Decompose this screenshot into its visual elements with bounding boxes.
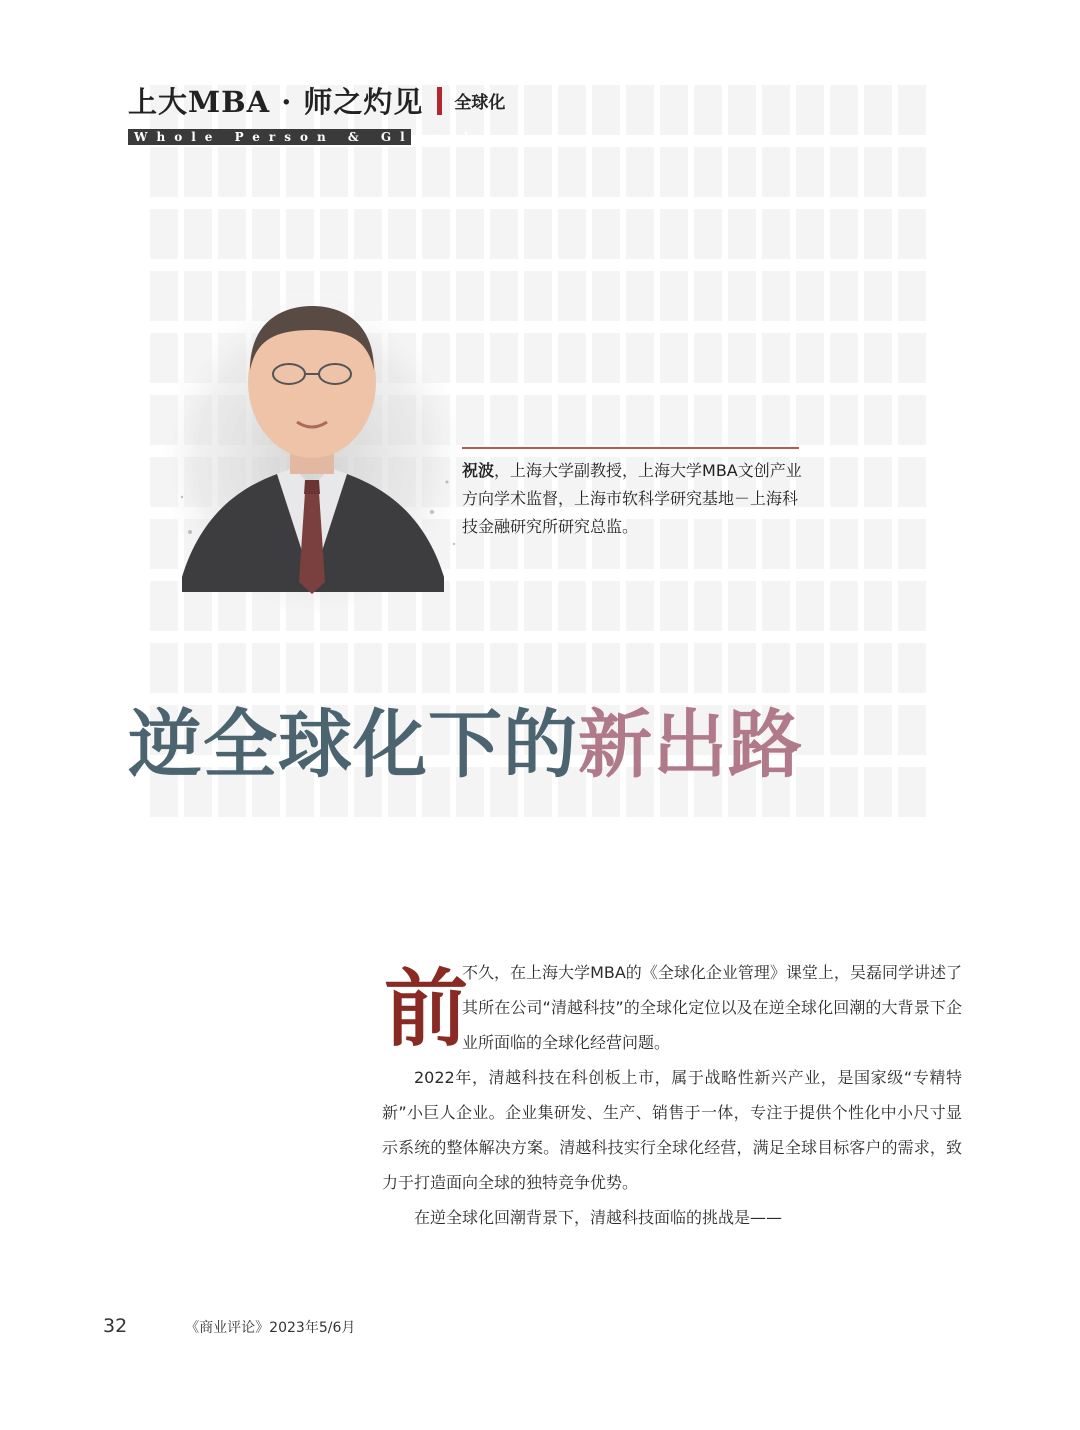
section-label: 全球化 — [454, 93, 506, 113]
article-body — [382, 955, 962, 1235]
author-portrait — [162, 282, 462, 607]
article-headline — [128, 700, 803, 790]
drop-cap: 前 — [384, 959, 469, 1058]
column-title: 上大MBA · 师之灼见 — [128, 85, 424, 119]
author-bio-text: ，上海大学副教授，上海大学MBA文创产业方向学术监督，上海市软科学研究基地－上海科技金融研究所研究总监。 — [462, 461, 802, 536]
page-footer — [103, 1315, 355, 1337]
column-subtitle: Whole Person & Glocal — [128, 129, 411, 145]
page-number: 32 — [103, 1315, 128, 1337]
author-name: 祝波 — [462, 461, 495, 480]
headline-part-2: 新出路 — [578, 702, 803, 788]
article-paragraph: 不久，在上海大学MBA的《全球化企业管理》课堂上，吴磊同学讲述了其所在公司“清越科技”的全球化定位以及在逆全球化回潮的大背景下企业所面临的全球化经营问题。 — [462, 963, 962, 1052]
column-header — [128, 80, 505, 145]
bio-divider — [462, 447, 799, 449]
header-divider — [437, 87, 442, 115]
journal-issue: 《商业评论》2023年5/6月 — [185, 1320, 356, 1336]
headline-part-1: 逆全球化下的 — [128, 702, 578, 788]
author-bio — [462, 457, 802, 541]
article-paragraph: 2022年，清越科技在科创板上市，属于战略性新兴产业，是国家级“专精特新”小巨人企业。企业集研发、生产、销售于一体，专注于提供个性化中小尺寸显示系统的整体解决方案。清越科技实行全球化经营，满足全球目标客户的需求，致力于打造面向全球的独特竞争优势。 — [382, 1068, 962, 1192]
article-paragraph: 在逆全球化回潮背景下，清越科技面临的挑战是—— — [414, 1208, 783, 1227]
